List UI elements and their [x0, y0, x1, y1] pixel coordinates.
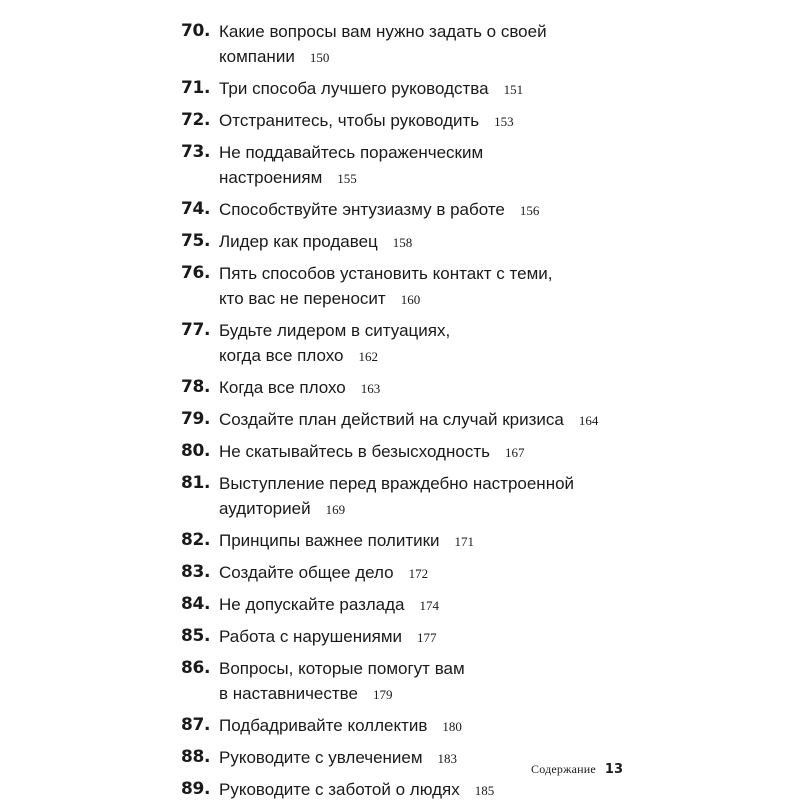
- toc-entry-page-number: 158: [392, 235, 413, 250]
- toc-entry-title-line: [219, 439, 601, 465]
- toc-entry-title-line: [219, 44, 601, 70]
- toc-entry-title: Отстранитесь, чтобы руководить: [219, 111, 480, 130]
- toc-entry-title: Какие вопросы вам нужно задать о своей: [219, 22, 547, 41]
- toc-entry-title-line: [219, 496, 601, 522]
- toc-entry-page-number: 185: [474, 783, 495, 798]
- toc-entry-number: 73.: [181, 142, 211, 162]
- toc-entry: [181, 76, 601, 102]
- toc-entry-page-number: 179: [372, 687, 393, 702]
- toc-entry-page-number: 177: [417, 630, 437, 645]
- toc-entry-title-line: [219, 343, 601, 369]
- toc-entry-title-line: [219, 656, 601, 681]
- toc-entry-number: 70.: [181, 21, 211, 41]
- toc-entry-title: Способствуйте энтузиазму в работе: [219, 200, 505, 219]
- toc-entry-number: 75.: [181, 231, 211, 251]
- toc-entry-title-line: [219, 624, 601, 650]
- toc-entry-title-line: [219, 375, 601, 401]
- toc-entry-title-line: [219, 261, 601, 286]
- footer-section-label: Содержание: [531, 762, 596, 776]
- toc-entry-title-line: [219, 713, 601, 739]
- toc-entry-page-number: 162: [358, 349, 378, 364]
- toc-entry-body: [219, 318, 601, 369]
- toc-entry-page-number: 151: [503, 82, 524, 97]
- toc-entry: [181, 19, 601, 70]
- toc-entry: [181, 108, 601, 134]
- toc-entry-title-line: [219, 407, 601, 433]
- toc-entry-body: [219, 713, 601, 739]
- toc-entry-page-number: 155: [337, 171, 357, 186]
- toc-entry-title-line: [219, 528, 601, 554]
- toc-entry-number: 76.: [181, 263, 211, 283]
- toc-entry-number: 77.: [181, 320, 211, 340]
- toc-entry-number: 82.: [181, 530, 211, 550]
- toc-entry-title-line: [219, 318, 601, 343]
- toc-entry: [181, 229, 601, 255]
- toc-entry-number: 88.: [181, 747, 211, 767]
- toc-entry-number: 78.: [181, 377, 211, 397]
- toc-entry-page-number: 167: [504, 445, 525, 460]
- toc-entry-page-number: 172: [408, 566, 429, 581]
- toc-entry-body: [219, 375, 601, 401]
- toc-entry: [181, 140, 601, 191]
- toc-entry-title: Когда все плохо: [219, 378, 346, 397]
- toc-entry: [181, 407, 601, 433]
- toc-entry-body: [219, 560, 601, 586]
- toc-entry: [181, 261, 601, 312]
- toc-entry-page-number: 183: [437, 751, 458, 766]
- toc-entry: [181, 560, 601, 586]
- toc-entry: [181, 656, 601, 707]
- toc-entry-page-number: 153: [494, 114, 514, 129]
- toc-entry-title: Будьте лидером в ситуациях,: [219, 321, 451, 340]
- toc-entry-number: 83.: [181, 562, 211, 582]
- toc-entry-title-line: [219, 19, 601, 44]
- toc-entry-title: Создайте план действий на случай кризиса: [219, 410, 564, 429]
- toc-entry-title-line: [219, 197, 601, 223]
- toc-entry: [181, 375, 601, 401]
- toc-entry-body: [219, 656, 601, 707]
- toc-entry-title: компании: [219, 47, 295, 66]
- toc-entry-title-line: [219, 560, 601, 586]
- toc-entry-page-number: 156: [519, 203, 540, 218]
- toc-entry: [181, 471, 601, 522]
- toc-entry-body: [219, 197, 601, 223]
- toc-entry-body: [219, 76, 601, 102]
- toc-entry-title: Не скатывайтесь в безысходность: [219, 442, 490, 461]
- toc-entry: [181, 713, 601, 739]
- page-footer: [531, 760, 623, 778]
- toc-entry-title: Выступление перед враждебно настроенной: [219, 474, 575, 493]
- toc-entry-title: Подбадривайте коллектив: [219, 716, 428, 735]
- toc-entry-number: 84.: [181, 594, 211, 614]
- toc-entry-title: Принципы важнее политики: [219, 531, 440, 550]
- toc-entry-body: [219, 261, 601, 312]
- table-of-contents: [181, 19, 601, 809]
- toc-entry-number: 89.: [181, 779, 211, 799]
- toc-entry-title-line: [219, 229, 601, 255]
- toc-entry-body: [219, 528, 601, 554]
- toc-entry: [181, 197, 601, 223]
- toc-entry-number: 86.: [181, 658, 211, 678]
- toc-entry-page-number: 164: [578, 413, 599, 428]
- toc-entry: [181, 439, 601, 465]
- toc-entry-title: Пять способов установить контакт с теми,: [219, 264, 553, 283]
- toc-entry: [181, 318, 601, 369]
- toc-entry-title-line: [219, 286, 601, 312]
- toc-entry-title: Руководите с заботой о людях: [219, 780, 460, 799]
- toc-entry-body: [219, 229, 601, 255]
- toc-entry-title: когда все плохо: [219, 346, 344, 365]
- toc-entry-page-number: 169: [325, 502, 346, 517]
- toc-entry-title: Три способа лучшего руководства: [219, 79, 489, 98]
- toc-entry-title: Не поддавайтесь пораженческим: [219, 143, 484, 162]
- toc-entry-title-line: [219, 592, 601, 618]
- footer-page-number: 13: [604, 762, 623, 777]
- toc-entry-number: 85.: [181, 626, 211, 646]
- toc-entry-number: 74.: [181, 199, 211, 219]
- toc-entry-title-line: [219, 140, 601, 165]
- toc-entry-body: [219, 108, 601, 134]
- toc-entry: [181, 777, 601, 803]
- toc-entry-title: кто вас не переносит: [219, 289, 386, 308]
- toc-entry: [181, 592, 601, 618]
- toc-entry-title: Вопросы, которые помогут вам: [219, 659, 465, 678]
- toc-entry-body: [219, 471, 601, 522]
- toc-entry-title: Работа с нарушениями: [219, 627, 403, 646]
- toc-entry-title: в наставничестве: [219, 684, 358, 703]
- toc-entry-page-number: 160: [400, 292, 421, 307]
- toc-entry-title: аудиторией: [219, 499, 311, 518]
- toc-entry-title-line: [219, 471, 601, 496]
- toc-entry-page-number: 180: [442, 719, 462, 734]
- toc-entry: [181, 624, 601, 650]
- toc-entry-number: 79.: [181, 409, 211, 429]
- toc-entry-title: Руководите с увлечением: [219, 748, 423, 767]
- toc-entry-title-line: [219, 777, 601, 803]
- toc-entry-body: [219, 407, 601, 433]
- toc-entry-number: 80.: [181, 441, 211, 461]
- toc-entry-body: [219, 592, 601, 618]
- toc-entry: [181, 528, 601, 554]
- toc-entry-title-line: [219, 108, 601, 134]
- toc-entry-title-line: [219, 76, 601, 102]
- toc-entry-number: 87.: [181, 715, 211, 735]
- toc-entry-page-number: 171: [454, 534, 475, 549]
- toc-entry-title-line: [219, 681, 601, 707]
- toc-entry-title: настроениям: [219, 168, 323, 187]
- toc-entry-title: Лидер как продавец: [219, 232, 378, 251]
- toc-entry-title: Создайте общее дело: [219, 563, 394, 582]
- toc-entry-title: Не допускайте разлада: [219, 595, 405, 614]
- toc-entry-page-number: 150: [309, 50, 330, 65]
- toc-entry-number: 81.: [181, 473, 211, 493]
- toc-entry-body: [219, 140, 601, 191]
- toc-entry-body: [219, 19, 601, 70]
- toc-entry-title-line: [219, 165, 601, 191]
- toc-entry-page-number: 163: [360, 381, 381, 396]
- toc-entry-body: [219, 439, 601, 465]
- toc-entry-number: 72.: [181, 110, 211, 130]
- toc-entry-page-number: 174: [419, 598, 439, 613]
- toc-entry-number: 71.: [181, 78, 211, 98]
- toc-entry-body: [219, 777, 601, 803]
- toc-entry-body: [219, 624, 601, 650]
